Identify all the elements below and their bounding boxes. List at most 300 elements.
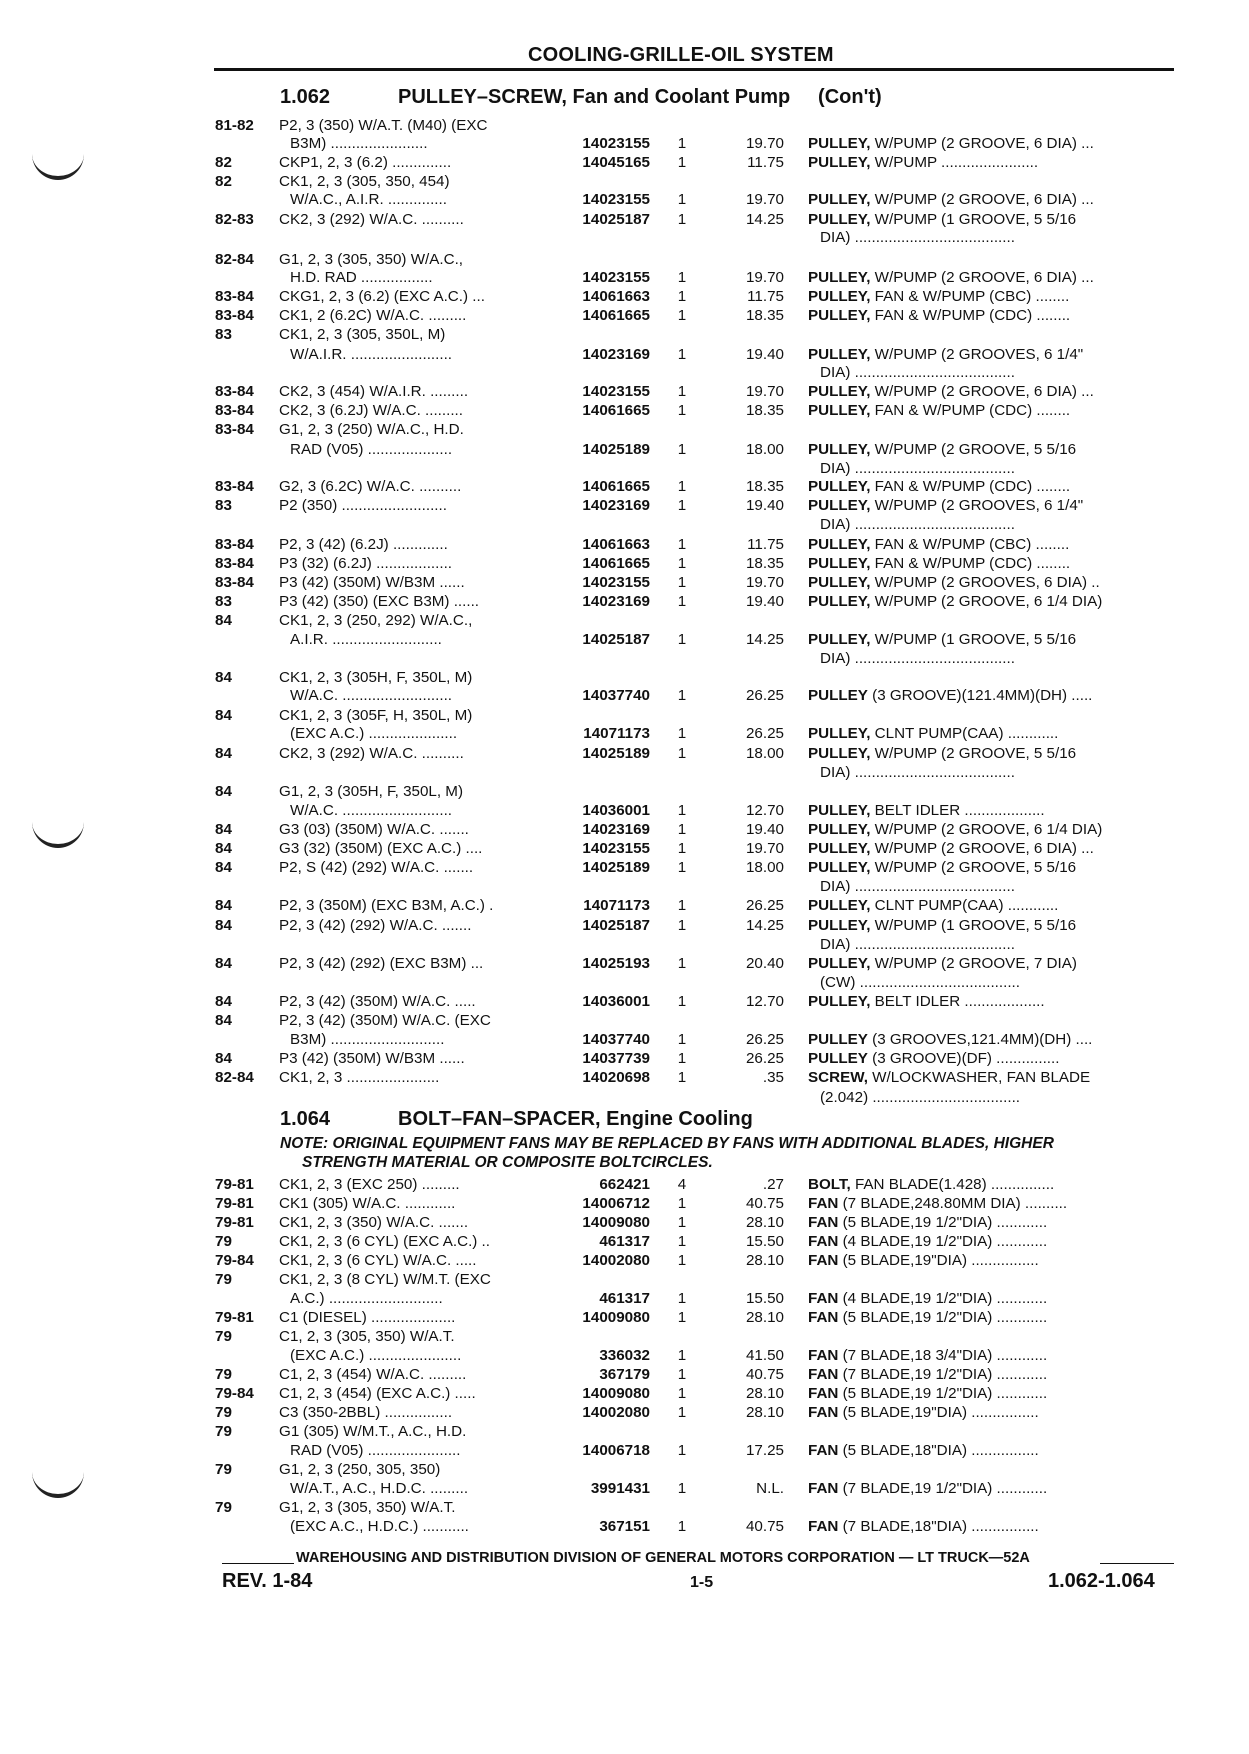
description-cell: PULLEY, CLNT PUMP(CAA) ............ <box>808 897 1059 914</box>
quantity-cell: 1 <box>677 1050 687 1067</box>
year-cell: 82 <box>215 154 232 171</box>
application-cell: CK1, 2, 3 (8 CYL) W/M.T. (EXC <box>279 1271 491 1288</box>
quantity-cell: 1 <box>677 631 687 648</box>
year-cell: 84 <box>215 821 232 838</box>
price-cell: 17.25 <box>745 1442 784 1459</box>
price-cell: 11.75 <box>747 536 784 553</box>
price-cell: 18.00 <box>745 441 784 458</box>
year-cell: 79 <box>215 1271 232 1288</box>
description-cell: DIA) ...................................... <box>820 650 1015 667</box>
application-cell: RAD (V05) ...................... <box>290 1442 461 1459</box>
quantity-cell: 1 <box>677 555 687 572</box>
part-number-cell: 14006718 <box>582 1442 650 1459</box>
price-cell: 19.40 <box>745 346 784 363</box>
price-cell: 14.25 <box>745 211 784 228</box>
price-cell: 19.40 <box>745 497 784 514</box>
quantity-cell: 1 <box>677 1290 687 1307</box>
application-cell: CKP1, 2, 3 (6.2) .............. <box>279 154 452 171</box>
year-cell: 84 <box>215 840 232 857</box>
application-cell: CK2, 3 (454) W/A.I.R. ......... <box>279 383 469 400</box>
year-cell: 84 <box>215 859 232 876</box>
quantity-cell: 1 <box>677 478 687 495</box>
quantity-cell: 1 <box>677 687 687 704</box>
description-cell: PULLEY, W/PUMP (2 GROOVES, 6 1/4" <box>808 497 1084 514</box>
footer-text: WAREHOUSING AND DISTRIBUTION DIVISION OF GENERAL MOTORS CORPORATION — LT TRUCK—52A <box>296 1550 1030 1566</box>
description-cell: PULLEY (3 GROOVES,121.4MM)(DH) .... <box>808 1031 1093 1048</box>
application-cell: W/A.C. .......................... <box>290 802 453 819</box>
quantity-cell: 1 <box>677 1442 687 1459</box>
part-number-cell: 14045165 <box>582 154 650 171</box>
quantity-cell: 1 <box>677 1252 687 1269</box>
part-number-cell: 14020698 <box>582 1069 650 1086</box>
footer-rule <box>1100 1563 1174 1564</box>
application-cell: CK1, 2, 3 (EXC 250) ......... <box>279 1176 460 1193</box>
price-cell: 28.10 <box>745 1404 784 1421</box>
part-number-cell: 14023155 <box>582 135 650 152</box>
application-cell: CK1, 2, 3 (6 CYL) (EXC A.C.) .. <box>279 1233 491 1250</box>
application-cell: CK1, 2 (6.2C) W/A.C. ......... <box>279 307 467 324</box>
application-cell: C1, 2, 3 (305, 350) W/A.T. <box>279 1328 455 1345</box>
part-number-cell: 14025189 <box>582 859 650 876</box>
price-cell: 18.35 <box>745 307 784 324</box>
application-cell: G1, 2, 3 (250) W/A.C., H.D. <box>279 421 464 438</box>
part-number-cell: 14037739 <box>582 1050 650 1067</box>
description-cell: PULLEY, W/PUMP (1 GROOVE, 5 5/16 <box>808 917 1077 934</box>
price-cell: 19.70 <box>745 135 784 152</box>
part-number-cell: 3991431 <box>590 1480 650 1497</box>
price-cell: 19.70 <box>745 574 784 591</box>
year-cell: 84 <box>215 917 232 934</box>
footer-rule <box>222 1563 294 1564</box>
description-cell: PULLEY, W/PUMP (2 GROOVE, 6 DIA) ... <box>808 840 1094 857</box>
application-cell: CK1, 2, 3 (305, 350L, M) <box>279 326 446 343</box>
part-number-cell: 14037740 <box>582 1031 650 1048</box>
application-cell: C1, 2, 3 (454) (EXC A.C.) ..... <box>279 1385 476 1402</box>
application-cell: P2, 3 (350M) (EXC B3M, A.C.) . <box>279 897 494 914</box>
year-cell: 79-84 <box>215 1252 254 1269</box>
price-cell: 19.70 <box>745 383 784 400</box>
quantity-cell: 1 <box>677 154 687 171</box>
price-cell: 15.50 <box>745 1290 784 1307</box>
application-cell: CK1 (305) W/A.C. ............ <box>279 1195 456 1212</box>
application-cell: CK1, 2, 3 (350) W/A.C. ....... <box>279 1214 469 1231</box>
application-cell: P2, S (42) (292) W/A.C. ....... <box>279 859 474 876</box>
price-cell: 18.35 <box>745 555 784 572</box>
quantity-cell: 1 <box>677 1309 687 1326</box>
quantity-cell: 1 <box>677 859 687 876</box>
application-cell: G2, 3 (6.2C) W/A.C. .......... <box>279 478 462 495</box>
application-cell: A.I.R. .......................... <box>290 631 442 648</box>
price-cell: 18.00 <box>745 745 784 762</box>
part-number-cell: 14002080 <box>582 1252 650 1269</box>
description-cell: PULLEY, W/PUMP (2 GROOVE, 5 5/16 <box>808 745 1077 762</box>
year-cell: 79 <box>215 1233 232 1250</box>
application-cell: CK2, 3 (292) W/A.C. .......... <box>279 745 464 762</box>
year-cell: 83-84 <box>215 478 254 495</box>
application-cell: CK1, 2, 3 (305F, H, 350L, M) <box>279 707 473 724</box>
application-cell: CK1, 2, 3 (305, 350, 454) <box>279 173 450 190</box>
quantity-cell: 1 <box>677 1031 687 1048</box>
description-cell: PULLEY, W/PUMP (2 GROOVE, 5 5/16 <box>808 859 1077 876</box>
quantity-cell: 1 <box>677 802 687 819</box>
description-cell: (2.042) ................................... <box>820 1089 1021 1106</box>
year-cell: 84 <box>215 783 232 800</box>
description-cell: DIA) ...................................... <box>820 460 1015 477</box>
part-number-cell: 14023169 <box>582 497 650 514</box>
quantity-cell: 1 <box>677 1069 687 1086</box>
price-cell: 15.50 <box>745 1233 784 1250</box>
year-cell: 84 <box>215 669 232 686</box>
description-cell: PULLEY, BELT IDLER ................... <box>808 802 1045 819</box>
application-cell: P2 (350) ......................... <box>279 497 447 514</box>
price-cell: 14.25 <box>745 631 784 648</box>
price-cell: 18.35 <box>745 478 784 495</box>
price-cell: 18.35 <box>745 402 784 419</box>
description-cell: FAN (7 BLADE,18 3/4"DIA) ............ <box>808 1347 1048 1364</box>
year-cell: 84 <box>215 1050 232 1067</box>
section-range: 1.062-1.064 <box>1048 1570 1155 1592</box>
application-cell: C3 (350-2BBL) ................ <box>279 1404 453 1421</box>
application-cell: G1, 2, 3 (305, 350) W/A.T. <box>279 1499 456 1516</box>
year-cell: 83 <box>215 326 232 343</box>
description-cell: PULLEY, BELT IDLER ................... <box>808 993 1045 1010</box>
price-cell: 12.70 <box>745 993 784 1010</box>
part-number-cell: 14071173 <box>583 725 650 742</box>
price-cell: 19.70 <box>745 269 784 286</box>
description-cell: DIA) ...................................... <box>820 878 1015 895</box>
price-cell: 12.70 <box>745 802 784 819</box>
quantity-cell: 1 <box>677 821 687 838</box>
price-cell: 18.00 <box>745 859 784 876</box>
description-cell: PULLEY, W/PUMP (1 GROOVE, 5 5/16 <box>808 631 1077 648</box>
quantity-cell: 1 <box>677 1366 687 1383</box>
application-cell: P3 (42) (350) (EXC B3M) ...... <box>279 593 480 610</box>
quantity-cell: 1 <box>677 288 687 305</box>
description-cell: PULLEY, W/PUMP (2 GROOVE, 6 1/4 DIA) <box>808 821 1103 838</box>
part-number-cell: 14023155 <box>582 840 650 857</box>
quantity-cell: 1 <box>677 745 687 762</box>
description-cell: FAN (5 BLADE,19 1/2"DIA) ............ <box>808 1214 1048 1231</box>
year-cell: 82-84 <box>215 251 254 268</box>
description-cell: DIA) ...................................... <box>820 764 1015 781</box>
price-cell: 26.25 <box>745 1031 784 1048</box>
description-cell: PULLEY, W/PUMP (2 GROOVE, 5 5/16 <box>808 441 1077 458</box>
quantity-cell: 1 <box>677 402 687 419</box>
quantity-cell: 1 <box>677 1214 687 1231</box>
page-number: 1-5 <box>690 1574 714 1591</box>
description-cell: FAN (7 BLADE,18"DIA) ................ <box>808 1518 1039 1535</box>
quantity-cell: 1 <box>677 307 687 324</box>
part-number-cell: 14025187 <box>582 917 650 934</box>
price-cell: 41.50 <box>745 1347 784 1364</box>
part-number-cell: 14002080 <box>582 1404 650 1421</box>
application-cell: CK2, 3 (292) W/A.C. .......... <box>279 211 464 228</box>
description-cell: BOLT, FAN BLADE(1.428) ............... <box>808 1176 1055 1193</box>
part-number-cell: 14071173 <box>583 897 650 914</box>
quantity-cell: 1 <box>677 593 687 610</box>
description-cell: DIA) ...................................... <box>820 936 1015 953</box>
section-number: 1.062 <box>280 86 331 108</box>
year-cell: 81-82 <box>215 117 254 134</box>
part-number-cell: 461317 <box>599 1233 650 1250</box>
application-cell: H.D. RAD ................. <box>290 269 433 286</box>
year-cell: 84 <box>215 955 232 972</box>
quantity-cell: 1 <box>677 917 687 934</box>
year-cell: 83-84 <box>215 421 254 438</box>
price-cell: 26.25 <box>745 897 784 914</box>
quantity-cell: 1 <box>677 383 687 400</box>
year-cell: 82-83 <box>215 211 254 228</box>
application-cell: P2, 3 (42) (6.2J) ............. <box>279 536 448 553</box>
description-cell: PULLEY, W/PUMP (2 GROOVE, 6 DIA) ... <box>808 383 1094 400</box>
part-number-cell: 14061665 <box>582 402 650 419</box>
year-cell: 84 <box>215 1012 232 1029</box>
part-number-cell: 14023169 <box>582 821 650 838</box>
quantity-cell: 1 <box>677 1347 687 1364</box>
application-cell: B3M) ........................... <box>290 1031 445 1048</box>
year-cell: 83-84 <box>215 555 254 572</box>
description-cell: PULLEY, FAN & W/PUMP (CDC) ........ <box>808 555 1071 572</box>
year-cell: 84 <box>215 745 232 762</box>
price-cell: 40.75 <box>745 1366 784 1383</box>
part-number-cell: 14036001 <box>582 993 650 1010</box>
quantity-cell: 1 <box>677 955 687 972</box>
part-number-cell: 14009080 <box>582 1385 650 1402</box>
application-cell: P3 (32) (6.2J) .................. <box>279 555 453 572</box>
price-cell: 11.75 <box>747 288 784 305</box>
application-cell: CK2, 3 (6.2J) W/A.C. ......... <box>279 402 463 419</box>
description-cell: DIA) ...................................... <box>820 364 1015 381</box>
part-number-cell: 14006712 <box>582 1195 650 1212</box>
quantity-cell: 1 <box>677 191 687 208</box>
application-cell: CKG1, 2, 3 (6.2) (EXC A.C.) ... <box>279 288 485 305</box>
application-cell: (EXC A.C.) ..................... <box>290 725 458 742</box>
quantity-cell: 1 <box>677 1385 687 1402</box>
price-cell: .27 <box>762 1176 784 1193</box>
year-cell: 83 <box>215 497 232 514</box>
price-cell: 26.25 <box>745 725 784 742</box>
application-cell: P2, 3 (42) (350M) W/A.C. ..... <box>279 993 476 1010</box>
application-cell: G1 (305) W/M.T., A.C., H.D. <box>279 1423 467 1440</box>
year-cell: 79 <box>215 1499 232 1516</box>
description-cell: PULLEY, W/PUMP (2 GROOVE, 6 1/4 DIA) <box>808 593 1103 610</box>
description-cell: DIA) ...................................... <box>820 516 1015 533</box>
part-number-cell: 14061665 <box>582 555 650 572</box>
application-cell: CK1, 2, 3 (305H, F, 350L, M) <box>279 669 473 686</box>
part-number-cell: 14025189 <box>582 441 650 458</box>
price-cell: 28.10 <box>745 1385 784 1402</box>
year-cell: 83-84 <box>215 383 254 400</box>
quantity-cell: 1 <box>677 1233 687 1250</box>
part-number-cell: 367151 <box>599 1518 650 1535</box>
description-cell: FAN (5 BLADE,19"DIA) ................ <box>808 1252 1039 1269</box>
application-cell: W/A.I.R. ........................ <box>290 346 453 363</box>
application-cell: CK1, 2, 3 (6 CYL) W/A.C. ..... <box>279 1252 477 1269</box>
price-cell: 40.75 <box>745 1518 784 1535</box>
part-number-cell: 662421 <box>599 1176 650 1193</box>
year-cell: 79-81 <box>215 1176 254 1193</box>
quantity-cell: 1 <box>677 135 687 152</box>
description-cell: PULLEY (3 GROOVE)(121.4MM)(DH) ..... <box>808 687 1093 704</box>
quantity-cell: 1 <box>677 211 687 228</box>
description-cell: PULLEY, W/PUMP (2 GROOVE, 6 DIA) ... <box>808 191 1094 208</box>
application-cell: CK1, 2, 3 (250, 292) W/A.C., <box>279 612 473 629</box>
quantity-cell: 1 <box>677 1195 687 1212</box>
part-number-cell: 14037740 <box>582 687 650 704</box>
price-cell: 26.25 <box>745 1050 784 1067</box>
part-number-cell: 14025189 <box>582 745 650 762</box>
quantity-cell: 1 <box>677 574 687 591</box>
description-cell: PULLEY, W/PUMP (1 GROOVE, 5 5/16 <box>808 211 1077 228</box>
application-cell: P2, 3 (42) (292) W/A.C. ....... <box>279 917 472 934</box>
part-number-cell: 14025187 <box>582 631 650 648</box>
part-number-cell: 14061663 <box>582 288 650 305</box>
part-number-cell: 336032 <box>599 1347 650 1364</box>
part-number-cell: 14023169 <box>582 346 650 363</box>
part-number-cell: 14023155 <box>582 269 650 286</box>
year-cell: 83-84 <box>215 402 254 419</box>
price-cell: 19.70 <box>745 191 784 208</box>
year-cell: 83-84 <box>215 536 254 553</box>
description-cell: FAN (5 BLADE,18"DIA) ................ <box>808 1442 1039 1459</box>
application-cell: (EXC A.C.) ...................... <box>290 1347 462 1364</box>
year-cell: 79-81 <box>215 1195 254 1212</box>
application-cell: P2, 3 (42) (350M) W/A.C. (EXC <box>279 1012 491 1029</box>
year-cell: 82-84 <box>215 1069 254 1086</box>
price-cell: 19.40 <box>745 821 784 838</box>
application-cell: RAD (V05) .................... <box>290 441 453 458</box>
year-cell: 79 <box>215 1423 232 1440</box>
year-cell: 83 <box>215 593 232 610</box>
application-cell: P2, 3 (42) (292) (EXC B3M) ... <box>279 955 484 972</box>
application-cell: P2, 3 (350) W/A.T. (M40) (EXC <box>279 117 488 134</box>
part-number-cell: 14023155 <box>582 574 650 591</box>
year-cell: 83-84 <box>215 574 254 591</box>
description-cell: PULLEY, FAN & W/PUMP (CDC) ........ <box>808 307 1071 324</box>
part-number-cell: 14009080 <box>582 1309 650 1326</box>
part-number-cell: 14025193 <box>582 955 650 972</box>
application-cell: B3M) ....................... <box>290 135 428 152</box>
price-cell: .35 <box>762 1069 784 1086</box>
price-cell: 40.75 <box>745 1195 784 1212</box>
year-cell: 79-81 <box>215 1214 254 1231</box>
part-number-cell: 461317 <box>599 1290 650 1307</box>
year-cell: 79 <box>215 1461 232 1478</box>
section-number: 1.064 <box>280 1108 331 1130</box>
application-cell: G1, 2, 3 (305, 350) W/A.C., <box>279 251 464 268</box>
part-number-cell: 14036001 <box>582 802 650 819</box>
description-cell: PULLEY, CLNT PUMP(CAA) ............ <box>808 725 1059 742</box>
price-cell: 19.70 <box>745 840 784 857</box>
part-number-cell: 14025187 <box>582 211 650 228</box>
year-cell: 79-84 <box>215 1385 254 1402</box>
application-cell: G3 (32) (350M) (EXC A.C.) .... <box>279 840 483 857</box>
quantity-cell: 1 <box>677 346 687 363</box>
price-cell: 14.25 <box>745 917 784 934</box>
year-cell: 84 <box>215 707 232 724</box>
quantity-cell: 1 <box>677 725 687 742</box>
description-cell: FAN (5 BLADE,19"DIA) ................ <box>808 1404 1039 1421</box>
year-cell: 79-81 <box>215 1309 254 1326</box>
year-cell: 84 <box>215 897 232 914</box>
part-number-cell: 14009080 <box>582 1214 650 1231</box>
description-cell: PULLEY, W/PUMP (2 GROOVE, 7 DIA) <box>808 955 1077 972</box>
application-cell: A.C.) ........................... <box>290 1290 443 1307</box>
price-cell: N.L. <box>756 1480 784 1497</box>
description-cell: FAN (4 BLADE,19 1/2"DIA) ............ <box>808 1290 1048 1307</box>
description-cell: PULLEY, W/PUMP (2 GROOVES, 6 1/4" <box>808 346 1084 363</box>
note-line: STRENGTH MATERIAL OR COMPOSITE BOLTCIRCLES. <box>302 1154 713 1171</box>
description-cell: FAN (4 BLADE,19 1/2"DIA) ............ <box>808 1233 1048 1250</box>
description-cell: PULLEY, W/PUMP (2 GROOVES, 6 DIA) .. <box>808 574 1100 591</box>
application-cell: W/A.T., A.C., H.D.C. ......... <box>290 1480 469 1497</box>
note-line: NOTE: ORIGINAL EQUIPMENT FANS MAY BE REPLACED BY FANS WITH ADDITIONAL BLADES, HIGHER <box>280 1135 1054 1152</box>
section-title: PULLEY–SCREW, Fan and Coolant Pump <box>398 86 791 108</box>
price-cell: 28.10 <box>745 1214 784 1231</box>
quantity-cell: 1 <box>677 536 687 553</box>
application-cell: P3 (42) (350M) W/B3M ...... <box>279 574 465 591</box>
year-cell: 79 <box>215 1404 232 1421</box>
year-cell: 84 <box>215 993 232 1010</box>
year-cell: 84 <box>215 612 232 629</box>
description-cell: PULLEY, FAN & W/PUMP (CDC) ........ <box>808 478 1071 495</box>
part-number-cell: 14061663 <box>582 536 650 553</box>
description-cell: PULLEY (3 GROOVE)(DF) ............... <box>808 1050 1060 1067</box>
description-cell: (CW) ...................................... <box>820 974 1020 991</box>
application-cell: G1, 2, 3 (305H, F, 350L, M) <box>279 783 464 800</box>
application-cell: G1, 2, 3 (250, 305, 350) <box>279 1461 441 1478</box>
year-cell: 79 <box>215 1328 232 1345</box>
year-cell: 83-84 <box>215 307 254 324</box>
description-cell: SCREW, W/LOCKWASHER, FAN BLADE <box>808 1069 1091 1086</box>
price-cell: 28.10 <box>745 1252 784 1269</box>
part-number-cell: 367179 <box>599 1366 650 1383</box>
quantity-cell: 1 <box>677 269 687 286</box>
revision-label: REV. 1-84 <box>222 1570 313 1592</box>
application-cell: W/A.C., A.I.R. .............. <box>290 191 447 208</box>
application-cell: C1, 2, 3 (454) W/A.C. ......... <box>279 1366 467 1383</box>
application-cell: (EXC A.C., H.D.C.) ........... <box>290 1518 469 1535</box>
price-cell: 26.25 <box>745 687 784 704</box>
price-cell: 28.10 <box>745 1309 784 1326</box>
section-continued: (Con't) <box>818 86 882 108</box>
application-cell: G3 (03) (350M) W/A.C. ....... <box>279 821 469 838</box>
quantity-cell: 1 <box>677 1404 687 1421</box>
quantity-cell: 1 <box>677 1480 687 1497</box>
quantity-cell: 1 <box>677 497 687 514</box>
description-cell: FAN (7 BLADE,248.80MM DIA) .......... <box>808 1195 1068 1212</box>
quantity-cell: 1 <box>677 897 687 914</box>
section-title: BOLT–FAN–SPACER, Engine Cooling <box>398 1108 753 1130</box>
price-cell: 11.75 <box>747 154 784 171</box>
description-cell: DIA) ...................................... <box>820 229 1015 246</box>
application-cell: CK1, 2, 3 ...................... <box>279 1069 440 1086</box>
part-number-cell: 14023155 <box>582 191 650 208</box>
part-number-cell: 14061665 <box>582 307 650 324</box>
part-number-cell: 14061665 <box>582 478 650 495</box>
description-cell: FAN (5 BLADE,19 1/2"DIA) ............ <box>808 1309 1048 1326</box>
price-cell: 20.40 <box>745 955 784 972</box>
price-cell: 19.40 <box>745 593 784 610</box>
year-cell: 82 <box>215 173 232 190</box>
description-cell: PULLEY, W/PUMP (2 GROOVE, 6 DIA) ... <box>808 269 1094 286</box>
quantity-cell: 4 <box>677 1176 687 1193</box>
application-cell: P3 (42) (350M) W/B3M ...... <box>279 1050 465 1067</box>
description-cell: FAN (7 BLADE,19 1/2"DIA) ............ <box>808 1480 1048 1497</box>
description-cell: FAN (5 BLADE,19 1/2"DIA) ............ <box>808 1385 1048 1402</box>
year-cell: 83-84 <box>215 288 254 305</box>
application-cell: W/A.C. .......................... <box>290 687 453 704</box>
